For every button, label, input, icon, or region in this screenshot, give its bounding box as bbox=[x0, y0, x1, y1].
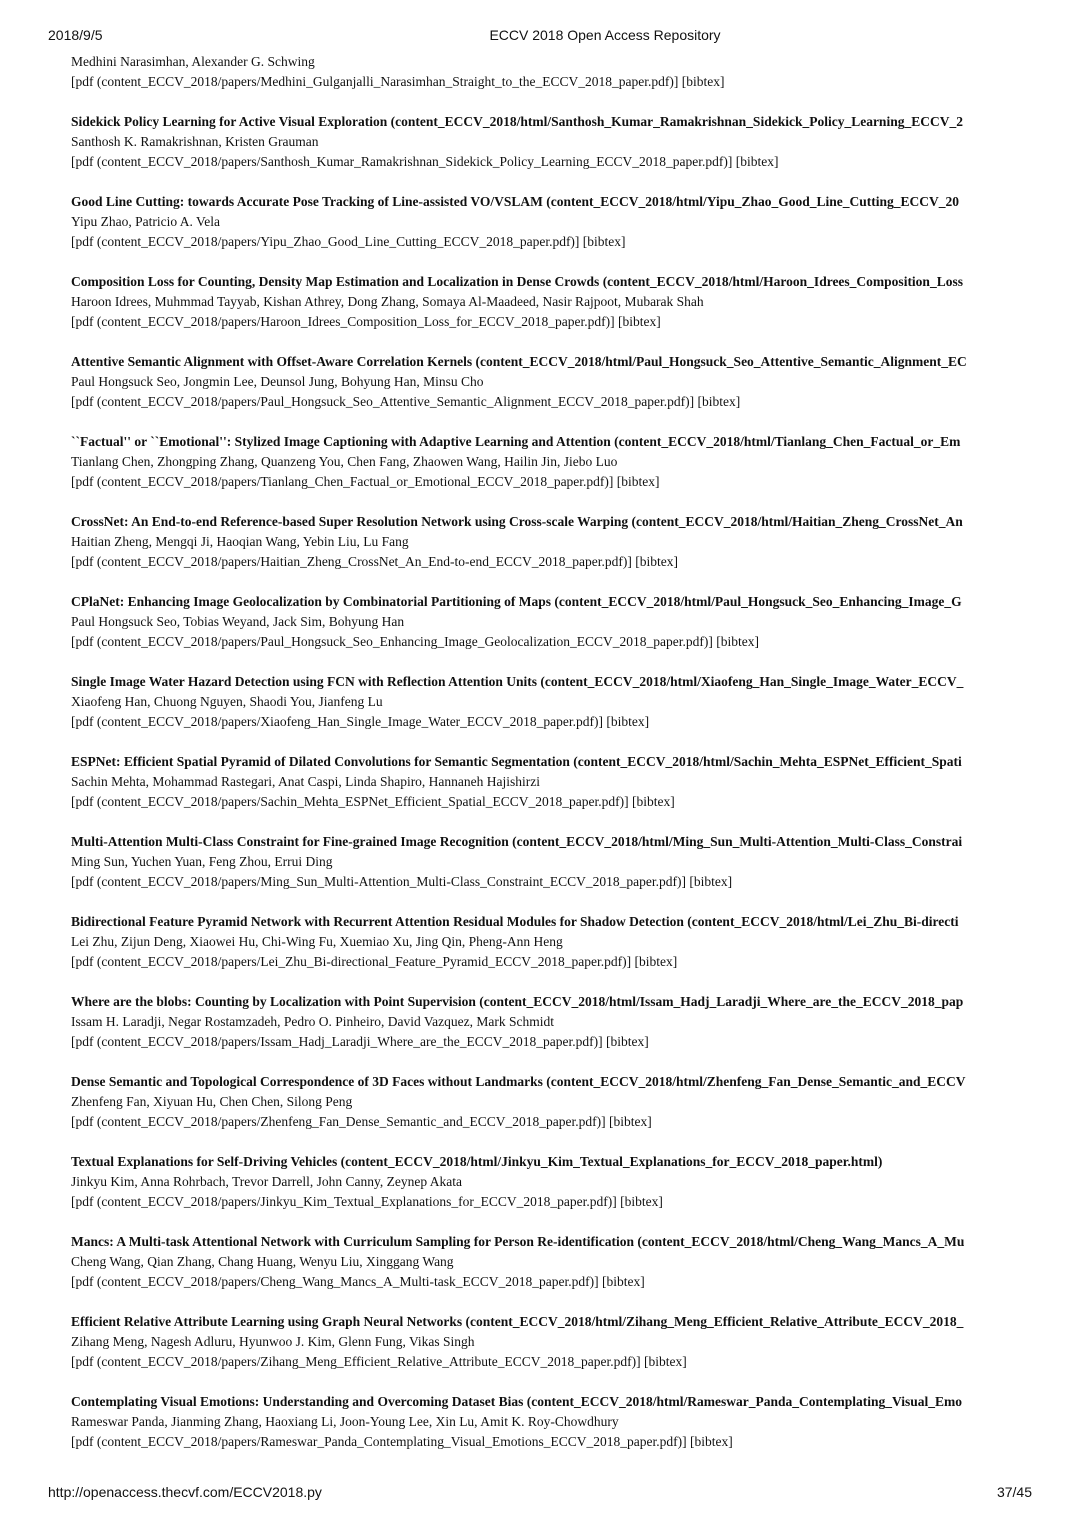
paper-entry bbox=[71, 1312, 1033, 1372]
paper-entry bbox=[71, 592, 1033, 652]
paper-authors: Paul Hongsuck Seo, Jongmin Lee, Deunsol Jung, Bohyung Han, Minsu Cho bbox=[71, 374, 484, 389]
paper-title-link[interactable]: Sidekick Policy Learning for Active Visual Exploration (content_ECCV_2018/html/Santhosh_Kumar_Ramakrishnan_Sidekick_Policy_Learning_ECCV_2 bbox=[71, 114, 963, 129]
paper-links[interactable]: [pdf (content_ECCV_2018/papers/Paul_Hongsuck_Seo_Enhancing_Image_Geolocalization_ECCV_2018_paper.pdf)] [bibtex] bbox=[71, 634, 759, 649]
paper-links[interactable]: [pdf (content_ECCV_2018/papers/Yipu_Zhao_Good_Line_Cutting_ECCV_2018_paper.pdf)] [bibtex] bbox=[71, 234, 626, 249]
paper-entry-fragment bbox=[71, 52, 1033, 92]
paper-authors: Cheng Wang, Qian Zhang, Chang Huang, Wenyu Liu, Xinggang Wang bbox=[71, 1254, 454, 1269]
paper-entry bbox=[71, 112, 1033, 172]
paper-authors: Ming Sun, Yuchen Yuan, Feng Zhou, Errui Ding bbox=[71, 854, 333, 869]
paper-links[interactable]: [pdf (content_ECCV_2018/papers/Rameswar_Panda_Contemplating_Visual_Emotions_ECCV_2018_paper.pdf)] [bibtex] bbox=[71, 1434, 733, 1449]
paper-entries bbox=[71, 112, 1033, 1452]
paper-authors: Haitian Zheng, Mengqi Ji, Haoqian Wang, Yebin Liu, Lu Fang bbox=[71, 534, 409, 549]
paper-title-link[interactable]: Multi-Attention Multi-Class Constraint for Fine-grained Image Recognition (content_ECCV_2018/html/Ming_Sun_Multi-Attention_Multi-Class_Constrai bbox=[71, 834, 963, 849]
paper-entry bbox=[71, 432, 1033, 492]
paper-links[interactable]: [pdf (content_ECCV_2018/papers/Ming_Sun_Multi-Attention_Multi-Class_Constraint_ECCV_2018_paper.pdf)] [bibtex] bbox=[71, 874, 733, 889]
page-title: ECCV 2018 Open Access Repository bbox=[489, 27, 721, 43]
paper-links[interactable]: [pdf (content_ECCV_2018/papers/Sachin_Mehta_ESPNet_Efficient_Spatial_ECCV_2018_paper.pdf)] [bibtex] bbox=[71, 794, 675, 809]
paper-authors: Zhenfeng Fan, Xiyuan Hu, Chen Chen, Silong Peng bbox=[71, 1094, 353, 1109]
paper-links[interactable]: [pdf (content_ECCV_2018/papers/Jinkyu_Kim_Textual_Explanations_for_ECCV_2018_paper.pdf)] [bibtex] bbox=[71, 1194, 663, 1209]
paper-entry bbox=[71, 1152, 1033, 1212]
paper-entry bbox=[71, 752, 1033, 812]
paper-links[interactable]: [pdf (content_ECCV_2018/papers/Haitian_Zheng_CrossNet_An_End-to-end_ECCV_2018_paper.pdf)] [bibtex] bbox=[71, 554, 678, 569]
paper-entry bbox=[71, 352, 1033, 412]
page-url: http://openaccess.thecvf.com/ECCV2018.py bbox=[48, 1484, 322, 1500]
paper-links[interactable]: [pdf (content_ECCV_2018/papers/Haroon_Idrees_Composition_Loss_for_ECCV_2018_paper.pdf)] [bibtex] bbox=[71, 314, 661, 329]
paper-title-link[interactable]: CPlaNet: Enhancing Image Geolocalization by Combinatorial Partitioning of Maps (content_ECCV_2018/html/Paul_Hongsuck_Seo_Enhancing_Image_G bbox=[71, 594, 962, 609]
print-header bbox=[48, 27, 1032, 47]
paper-authors: Rameswar Panda, Jianming Zhang, Haoxiang Li, Joon-Young Lee, Xin Lu, Amit K. Roy-Chowdhury bbox=[71, 1414, 619, 1429]
paper-title-link[interactable]: Good Line Cutting: towards Accurate Pose Tracking of Line-assisted VO/VSLAM (content_ECCV_2018/html/Yipu_Zhao_Good_Line_Cutting_ECCV_20 bbox=[71, 194, 960, 209]
paper-links[interactable]: [pdf (content_ECCV_2018/papers/Cheng_Wang_Mancs_A_Multi-task_ECCV_2018_paper.pdf)] [bibtex] bbox=[71, 1274, 645, 1289]
paper-entry bbox=[71, 912, 1033, 972]
paper-authors: Sachin Mehta, Mohammad Rastegari, Anat Caspi, Linda Shapiro, Hannaneh Hajishirzi bbox=[71, 774, 541, 789]
paper-entry bbox=[71, 992, 1033, 1052]
paper-title-link[interactable]: Mancs: A Multi-task Attentional Network with Curriculum Sampling for Person Re-identification (content_ECCV_2018/html/Cheng_Wang_Mancs_A_Mu bbox=[71, 1234, 965, 1249]
paper-title-link[interactable]: Contemplating Visual Emotions: Understanding and Overcoming Dataset Bias (content_ECCV_2018/html/Rameswar_Panda_Contemplating_Visual_Emo bbox=[71, 1394, 963, 1409]
paper-authors: Issam H. Laradji, Negar Rostamzadeh, Pedro O. Pinheiro, David Vazquez, Mark Schmidt bbox=[71, 1014, 555, 1029]
paper-title-link[interactable]: Textual Explanations for Self-Driving Vehicles (content_ECCV_2018/html/Jinkyu_Kim_Textual_Explanations_for_ECCV_2018_paper.html) bbox=[71, 1154, 883, 1169]
paper-list bbox=[71, 52, 1033, 1472]
paper-title-link[interactable]: ESPNet: Efficient Spatial Pyramid of Dilated Convolutions for Semantic Segmentation (content_ECCV_2018/html/Sachin_Mehta_ESPNet_Efficient_Spati bbox=[71, 754, 962, 769]
paper-authors: Paul Hongsuck Seo, Tobias Weyand, Jack Sim, Bohyung Han bbox=[71, 614, 405, 629]
paper-title-link[interactable]: Single Image Water Hazard Detection using FCN with Reflection Attention Units (content_ECCV_2018/html/Xiaofeng_Han_Single_Image_Water_ECCV_ bbox=[71, 674, 964, 689]
paper-entry bbox=[71, 272, 1033, 332]
paper-authors: Zihang Meng, Nagesh Adluru, Hyunwoo J. Kim, Glenn Fung, Vikas Singh bbox=[71, 1334, 475, 1349]
paper-entry bbox=[71, 512, 1033, 572]
print-footer bbox=[48, 1484, 1032, 1504]
paper-title-link[interactable]: ``Factual'' or ``Emotional'': Stylized Image Captioning with Adaptive Learning and Attention (content_ECCV_2018/html/Tianlang_Chen_Factual_or_Em bbox=[71, 434, 961, 449]
paper-title-link[interactable]: Bidirectional Feature Pyramid Network with Recurrent Attention Residual Modules for Shadow Detection (content_ECCV_2018/html/Lei_Zhu_Bi-directi bbox=[71, 914, 959, 929]
paper-title-link[interactable]: Efficient Relative Attribute Learning using Graph Neural Networks (content_ECCV_2018/html/Zihang_Meng_Efficient_Relative_Attribute_ECCV_2018_ bbox=[71, 1314, 964, 1329]
paper-links[interactable]: [pdf (content_ECCV_2018/papers/Lei_Zhu_Bi-directional_Feature_Pyramid_ECCV_2018_paper.pdf)] [bibtex] bbox=[71, 954, 678, 969]
paper-entry bbox=[71, 1392, 1033, 1452]
paper-title-link[interactable]: Composition Loss for Counting, Density Map Estimation and Localization in Dense Crowds (content_ECCV_2018/html/Haroon_Idrees_Composition_Loss bbox=[71, 274, 963, 289]
paper-authors: Tianlang Chen, Zhongping Zhang, Quanzeng You, Chen Fang, Zhaowen Wang, Hailin Jin, Jiebo Luo bbox=[71, 454, 618, 469]
paper-authors: Yipu Zhao, Patricio A. Vela bbox=[71, 214, 220, 229]
paper-links[interactable]: [pdf (content_ECCV_2018/papers/Issam_Hadj_Laradji_Where_are_the_ECCV_2018_paper.pdf)] [bibtex] bbox=[71, 1034, 649, 1049]
paper-authors: Haroon Idrees, Muhmmad Tayyab, Kishan Athrey, Dong Zhang, Somaya Al-Maadeed, Nasir Rajpoot, Mubarak Shah bbox=[71, 294, 704, 309]
paper-authors: Xiaofeng Han, Chuong Nguyen, Shaodi You, Jianfeng Lu bbox=[71, 694, 383, 709]
paper-entry bbox=[71, 192, 1033, 252]
print-date: 2018/9/5 bbox=[48, 27, 103, 43]
paper-authors: Santhosh K. Ramakrishnan, Kristen Grauman bbox=[71, 134, 319, 149]
paper-authors: Lei Zhu, Zijun Deng, Xiaowei Hu, Chi-Wing Fu, Xuemiao Xu, Jing Qin, Pheng-Ann Heng bbox=[71, 934, 563, 949]
paper-title-link[interactable]: CrossNet: An End-to-end Reference-based Super Resolution Network using Cross-scale Warping (content_ECCV_2018/html/Haitian_Zheng_CrossNet_An bbox=[71, 514, 963, 529]
paper-entry bbox=[71, 1232, 1033, 1292]
paper-entry bbox=[71, 672, 1033, 732]
paper-title-link[interactable]: Attentive Semantic Alignment with Offset-Aware Correlation Kernels (content_ECCV_2018/html/Paul_Hongsuck_Seo_Attentive_Semantic_Alignment_EC bbox=[71, 354, 967, 369]
paper-title-link[interactable]: Dense Semantic and Topological Correspondence of 3D Faces without Landmarks (content_ECCV_2018/html/Zhenfeng_Fan_Dense_Semantic_and_ECCV bbox=[71, 1074, 966, 1089]
paper-links[interactable]: [pdf (content_ECCV_2018/papers/Santhosh_Kumar_Ramakrishnan_Sidekick_Policy_Learning_ECCV_2018_paper.pdf)] [bibtex] bbox=[71, 154, 779, 169]
paper-authors: Jinkyu Kim, Anna Rohrbach, Trevor Darrell, John Canny, Zeynep Akata bbox=[71, 1174, 462, 1189]
paper-links[interactable]: [pdf (content_ECCV_2018/papers/Tianlang_Chen_Factual_or_Emotional_ECCV_2018_paper.pdf)] [bibtex] bbox=[71, 474, 660, 489]
paper-links[interactable]: [pdf (content_ECCV_2018/papers/Medhini_Gulganjalli_Narasimhan_Straight_to_the_ECCV_2018_paper.pdf)] [bibtex] bbox=[71, 74, 725, 89]
paper-authors: Medhini Narasimhan, Alexander G. Schwing bbox=[71, 54, 315, 69]
page-number: 37/45 bbox=[996, 1484, 1032, 1500]
paper-entry bbox=[71, 832, 1033, 892]
paper-entry bbox=[71, 1072, 1033, 1132]
paper-title-link[interactable]: Where are the blobs: Counting by Localization with Point Supervision (content_ECCV_2018/html/Issam_Hadj_Laradji_Where_are_the_ECCV_2018_pap bbox=[71, 994, 964, 1009]
paper-links[interactable]: [pdf (content_ECCV_2018/papers/Xiaofeng_Han_Single_Image_Water_ECCV_2018_paper.pdf)] [bibtex] bbox=[71, 714, 650, 729]
paper-links[interactable]: [pdf (content_ECCV_2018/papers/Zihang_Meng_Efficient_Relative_Attribute_ECCV_2018_paper.pdf)] [bibtex] bbox=[71, 1354, 687, 1369]
paper-links[interactable]: [pdf (content_ECCV_2018/papers/Paul_Hongsuck_Seo_Attentive_Semantic_Alignment_ECCV_2018_paper.pdf)] [bibtex] bbox=[71, 394, 741, 409]
paper-links[interactable]: [pdf (content_ECCV_2018/papers/Zhenfeng_Fan_Dense_Semantic_and_ECCV_2018_paper.pdf)] [bibtex] bbox=[71, 1114, 652, 1129]
